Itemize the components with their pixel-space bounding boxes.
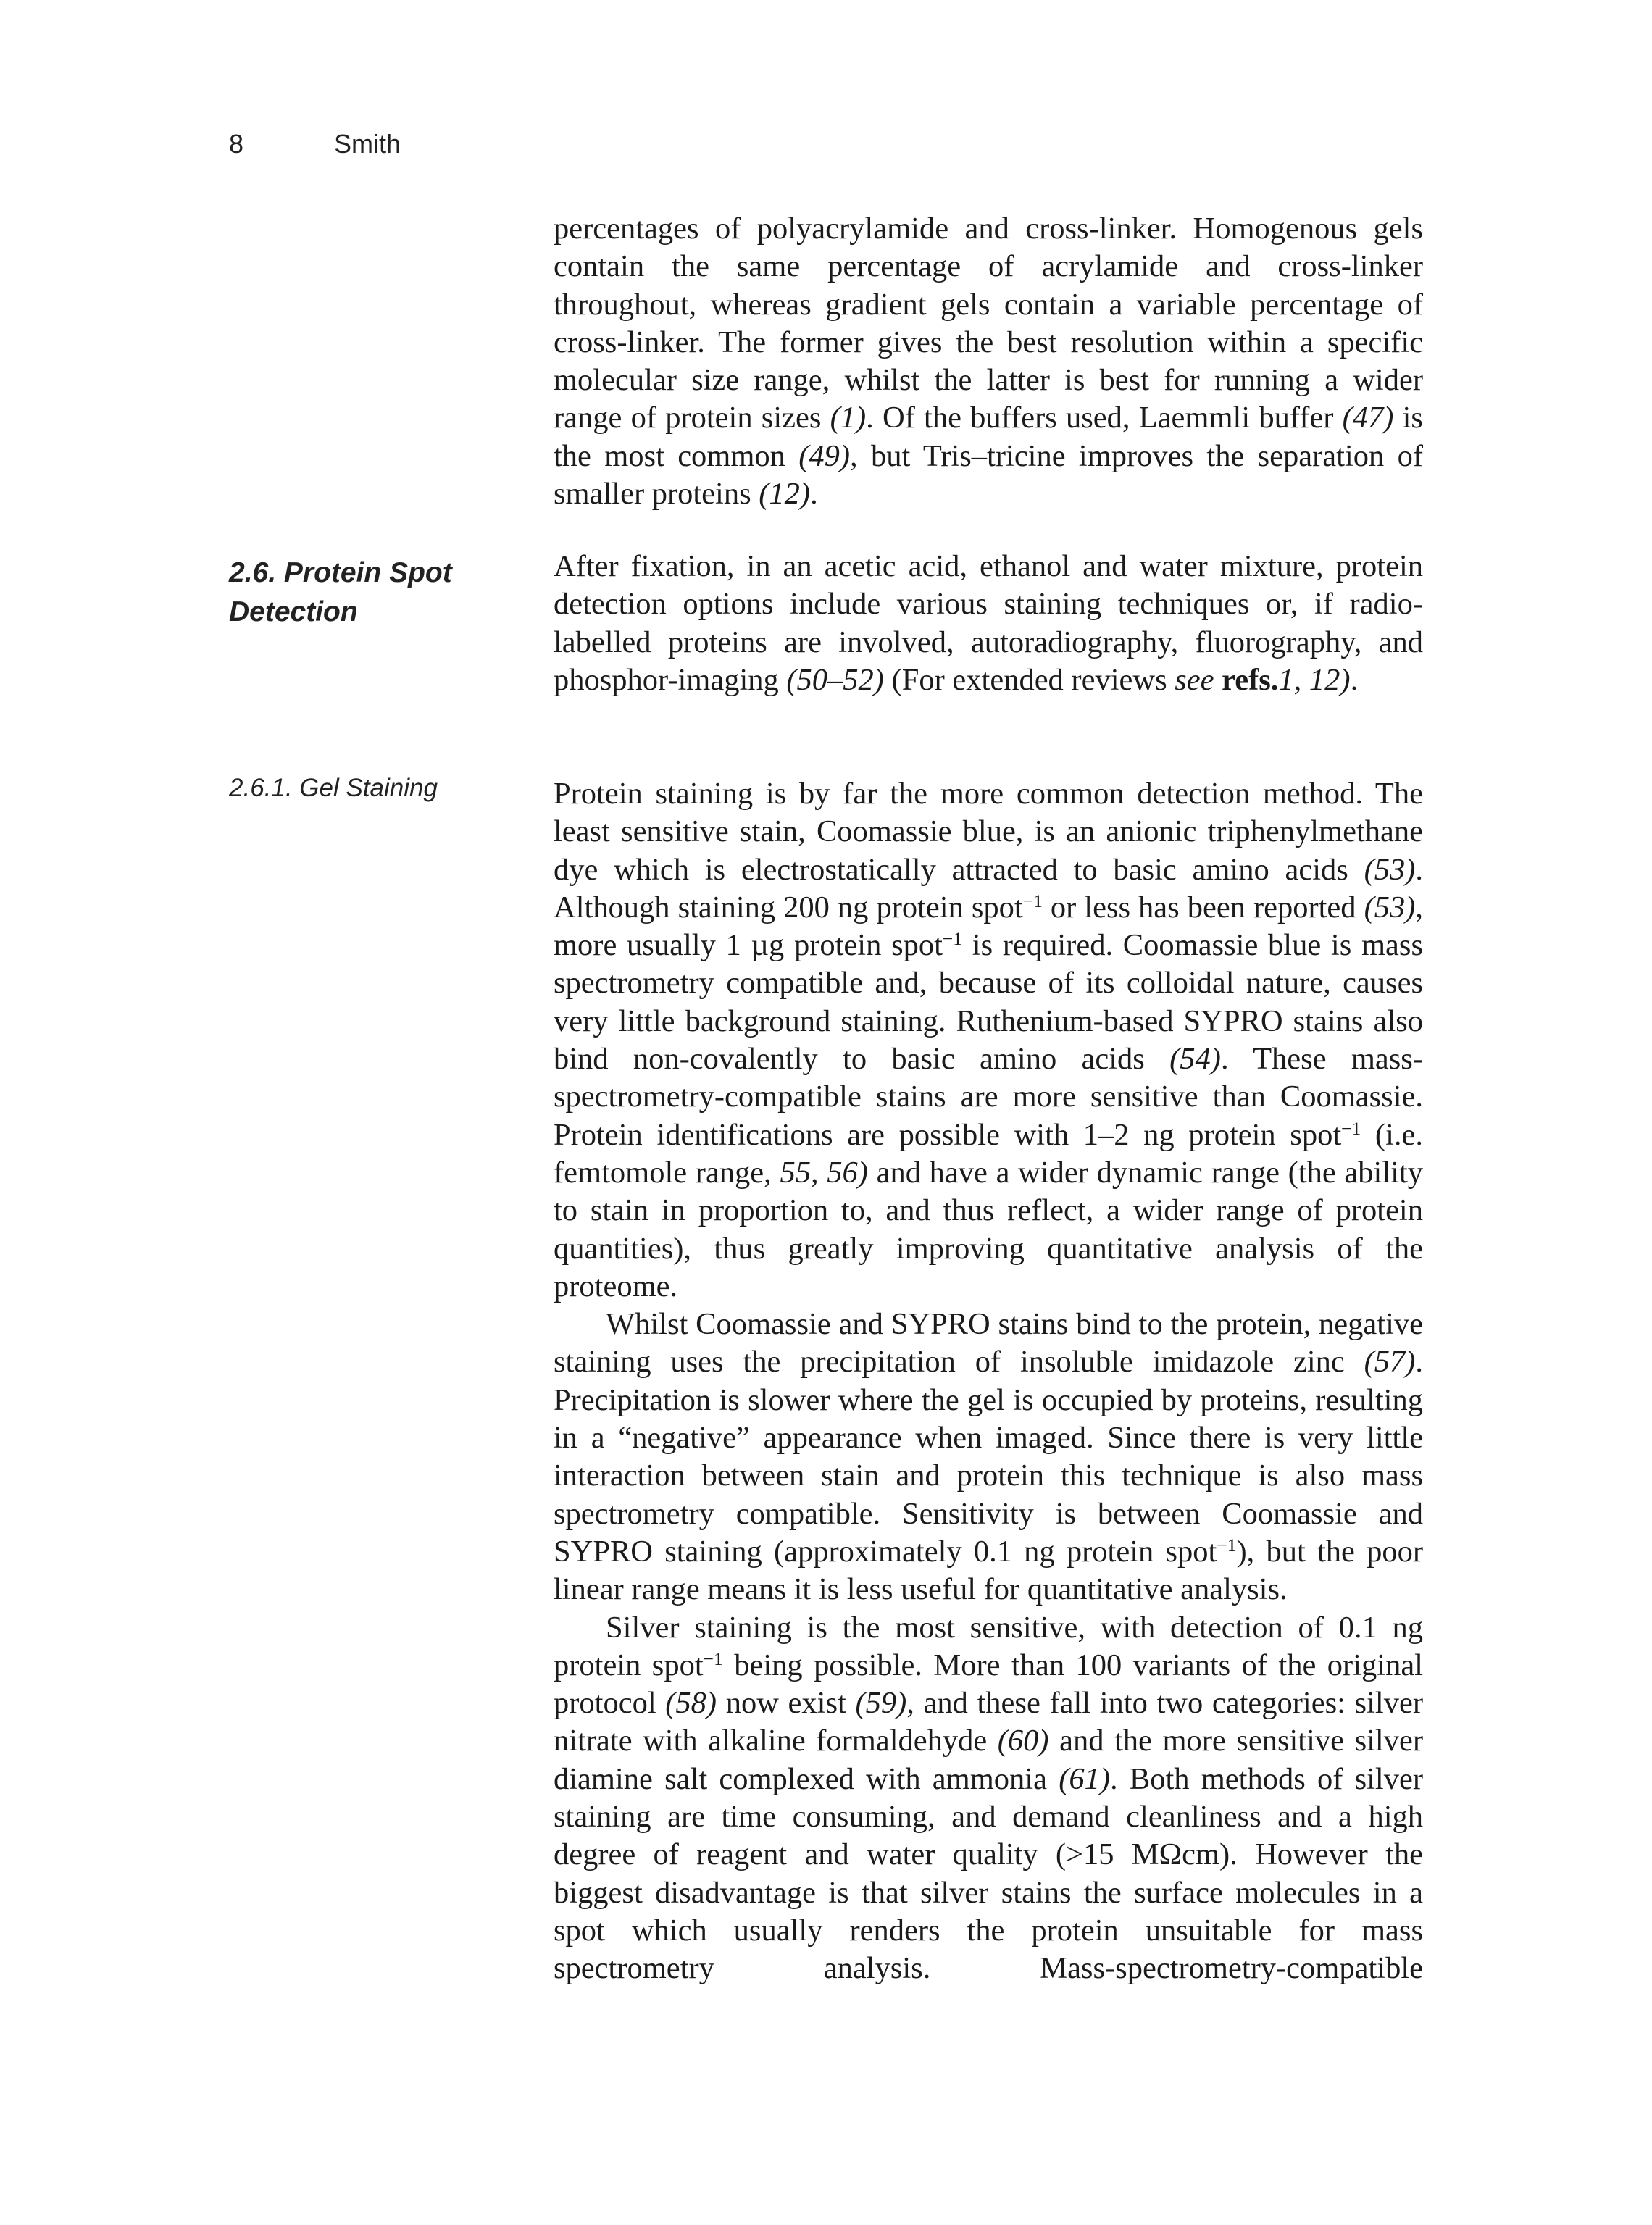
running-header [229, 129, 401, 159]
citation: 1, 12) [1278, 662, 1351, 697]
citation: (61) [1059, 1761, 1110, 1796]
citation: (50–52) [786, 662, 884, 697]
citation: (1) [830, 401, 867, 435]
citation: (47) [1342, 401, 1394, 435]
citation: 55, 56) [780, 1155, 868, 1190]
citation: (58) [665, 1686, 717, 1721]
refs-label: refs. [1222, 662, 1279, 697]
citation: (53) [1364, 852, 1416, 887]
section-heading-2-6-1: 2.6.1. Gel Staining [229, 774, 438, 802]
paragraph-silver-staining: Silver staining is the most sensitive, with detection of 0.1 ng protein spot$^{-1}$ being possible. More than 100 variants of the original protocol (58) now exist (59), and these fall into two categories: silver nitrate with alkaline formaldehyde (60) and the more sensitive silver diamine salt complexed with ammonia (61). Both methods of silver staining are time consuming, and demand cleanliness and a high degree of reagent and water quality (>15 MΩcm). However the biggest disadvantage is that silver stains the surface molecules in a spot which usually renders the protein unsuitable for mass spectrometry analysis. Mass-spectrometry-compatible [554, 1610, 1423, 1986]
see-word: see [1175, 662, 1214, 697]
citation: (59) [855, 1686, 907, 1721]
section-heading-2-6: 2.6. Protein Spot Detection [229, 557, 452, 627]
paragraph-detection-options: After fixation, in an acetic acid, ethanol and water mixture, protein detection options include various staining techniques or, if radio-labelled proteins are involved, autoradiography, fluorography, and phosphor-imaging (50–52) (For extended reviews see refs.1, 12). [554, 549, 1423, 697]
page-number: 8 [229, 129, 244, 159]
paragraph-gel-staining: Protein staining is by far the more common detection method. The least sensitive stain, Coomassie blue, is an anionic triphenylmethane dye which is electrostatically attracted to basic amino acids (53). Although staining 200 ng protein spot$^{-1}$ or less has been reported (53), more usually 1 µg protein spot$^{-1}$ is required. Coomassie blue is mass spectrometry compatible and, because of its colloidal nature, causes very little background staining. Ruthenium-based SYPRO stains also bind non-covalently to basic amino acids (54). These mass-spectrometry-compatible stains are more sensitive than Coomassie. Protein identifications are possible with 1–2 ng protein spot$^{-1}$ (i.e. femtomole range, 55, 56) and have a wider dynamic range (the ability to stain in proportion to, and thus reflect, a wider range of protein quantities), thus greatly improving quantitative analysis of the proteome. Whilst Coomassie and SYPRO stains bind to the protein, negative staining uses the precipitation of insoluble imidazole zinc (57). Precipitation is slower where the gel is occupied by proteins, resulting in a “negative” appearance when imaged. Since there is very little interaction between stain and protein this technique is also mass spectrometry compatible. Sensitivity is between Coomassie and SYPRO staining (approximately 0.1 ng protein spot$^{-1}$), but the poor linear range means it is less useful for quantitative analysis. Silver staining is the most sensitive, with detection of 0.1 ng protein spot$^{-1}$ being possible. More than 100 variants of the original protocol (58) now exist (59), and these fall into two categories: silver nitrate with alkaline formaldehyde (60) and the more sensitive silver diamine salt complexed with ammonia (61). Both methods of silver staining are time consuming, and demand cleanliness and a high degree of reagent and water quality (>15 MΩcm). However the biggest disadvantage is that silver stains the surface molecules in a spot which usually renders the protein unsuitable for mass spectrometry analysis. Mass-spectrometry-compatible [554, 775, 1423, 1988]
citation: (12) [759, 477, 811, 512]
paragraph-negative-staining: Whilst Coomassie and SYPRO stains bind to the protein, negative staining uses the precipitation of insoluble imidazole zinc (57). Precipitation is slower where the gel is occupied by proteins, resulting in a “negative” appearance when imaged. Since there is very little interaction between stain and protein this technique is also mass spectrometry compatible. Sensitivity is between Coomassie and SYPRO staining (approximately 0.1 ng protein spot$^{-1}$), but the poor linear range means it is less useful for quantitative analysis. [554, 1307, 1423, 1607]
citation: (49) [798, 438, 851, 473]
citation: (60) [997, 1724, 1049, 1758]
citation: (57) [1364, 1345, 1416, 1379]
citation: (53) [1364, 890, 1416, 924]
citation: (54) [1169, 1042, 1221, 1077]
paragraph-gel-types: percentages of polyacrylamide and cross-linker. Homogenous gels contain the same percentage of acrylamide and cross-linker throughout, whereas gradient gels contain a variable percentage of cross-linker. The former gives the best resolution within a specific molecular size range, whilst the latter is best for running a wider range of protein sizes (1). Of the buffers used, Laemmli buffer (47) is the most common (49), but Tris–tricine improves the separation of smaller proteins (12). [554, 212, 1423, 512]
running-head-author: Smith [334, 129, 401, 159]
